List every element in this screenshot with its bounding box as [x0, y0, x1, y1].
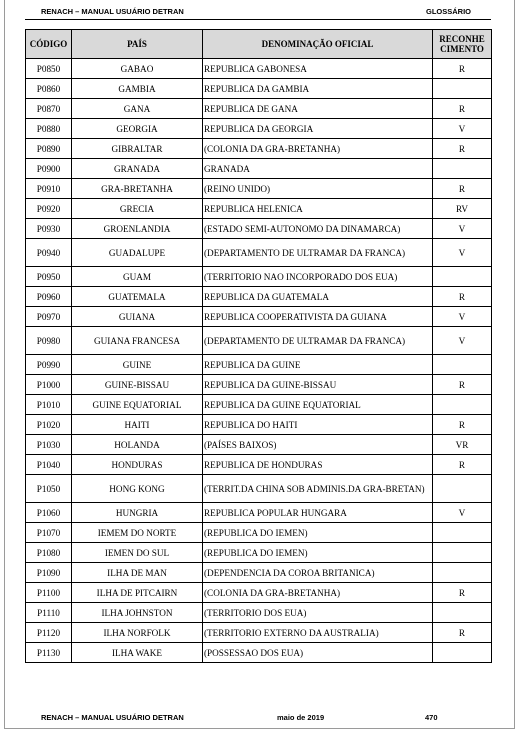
cell-codigo: P1030 [26, 435, 72, 455]
cell-reconhecimento: V [433, 219, 492, 239]
cell-codigo: P0970 [26, 307, 72, 327]
cell-denominacao: REPUBLICA DE GANA [203, 99, 433, 119]
table-row [26, 603, 492, 623]
cell-reconhecimento [433, 159, 492, 179]
cell-reconhecimento: R [433, 583, 492, 603]
cell-reconhecimento: V [433, 503, 492, 523]
cell-reconhecimento: R [433, 99, 492, 119]
cell-pais: ILHA DE PITCAIRN [72, 583, 203, 603]
table-row [26, 415, 492, 435]
cell-pais: GUINE [72, 355, 203, 375]
cell-codigo: P1130 [26, 643, 72, 663]
table-row [26, 355, 492, 375]
cell-pais: ILHA NORFOLK [72, 623, 203, 643]
table-row [26, 623, 492, 643]
column-header-reconhecimento: RECONHE CIMENTO [433, 30, 492, 59]
cell-pais: GAMBIA [72, 79, 203, 99]
cell-pais: GUATEMALA [72, 287, 203, 307]
cell-codigo: P0860 [26, 79, 72, 99]
cell-denominacao: REPUBLICA DA GUINE-BISSAU [203, 375, 433, 395]
table-row [26, 543, 492, 563]
cell-pais: HONG KONG [72, 475, 203, 503]
cell-codigo: P1100 [26, 583, 72, 603]
cell-reconhecimento: RV [433, 199, 492, 219]
cell-pais: GRANADA [72, 159, 203, 179]
footer-date: maio de 2019 [277, 713, 325, 722]
table-row [26, 307, 492, 327]
cell-denominacao: REPUBLICA DA GUATEMALA [203, 287, 433, 307]
cell-codigo: P1040 [26, 455, 72, 475]
cell-reconhecimento: R [433, 375, 492, 395]
table-row [26, 219, 492, 239]
cell-denominacao: (REPUBLICA DO IEMEN) [203, 523, 433, 543]
cell-reconhecimento: V [433, 307, 492, 327]
table-row [26, 99, 492, 119]
cell-denominacao: (POSSESSAO DOS EUA) [203, 643, 433, 663]
cell-reconhecimento: R [433, 59, 492, 79]
cell-denominacao: (TERRIT.DA CHINA SOB ADMINIS.DA GRA-BRETAN) [203, 475, 433, 503]
cell-codigo: P1010 [26, 395, 72, 415]
header-rule [25, 19, 491, 20]
cell-reconhecimento: V [433, 327, 492, 355]
cell-pais: GEORGIA [72, 119, 203, 139]
cell-reconhecimento: VR [433, 435, 492, 455]
cell-pais: GRA-BRETANHA [72, 179, 203, 199]
cell-pais: GIBRALTAR [72, 139, 203, 159]
column-header-codigo: CÓDIGO [26, 30, 72, 59]
cell-pais: HAITI [72, 415, 203, 435]
cell-denominacao: (DEPENDENCIA DA COROA BRITANICA) [203, 563, 433, 583]
cell-reconhecimento [433, 523, 492, 543]
cell-reconhecimento: R [433, 139, 492, 159]
cell-pais: GUINE-BISSAU [72, 375, 203, 395]
table-row [26, 563, 492, 583]
header-title: RENACH – MANUAL USUÁRIO DETRAN [41, 7, 184, 16]
cell-pais: GROENLANDIA [72, 219, 203, 239]
cell-pais: GABAO [72, 59, 203, 79]
cell-codigo: P0910 [26, 179, 72, 199]
table-row [26, 435, 492, 455]
cell-codigo: P0960 [26, 287, 72, 307]
cell-denominacao: REPUBLICA COOPERATIVISTA DA GUIANA [203, 307, 433, 327]
table-row [26, 503, 492, 523]
cell-codigo: P1000 [26, 375, 72, 395]
table-row [26, 159, 492, 179]
cell-pais: GUINE EQUATORIAL [72, 395, 203, 415]
cell-reconhecimento: R [433, 623, 492, 643]
cell-pais: GUAM [72, 267, 203, 287]
country-table [25, 29, 492, 663]
table-row [26, 79, 492, 99]
cell-denominacao: (DEPARTAMENTO DE ULTRAMAR DA FRANCA) [203, 327, 433, 355]
table-row [26, 139, 492, 159]
cell-denominacao: (TERRITORIO DOS EUA) [203, 603, 433, 623]
cell-denominacao: REPUBLICA DA GUINE [203, 355, 433, 375]
cell-pais: HUNGRIA [72, 503, 203, 523]
table-row [26, 455, 492, 475]
cell-reconhecimento: R [433, 179, 492, 199]
cell-denominacao: REPUBLICA DA GAMBIA [203, 79, 433, 99]
cell-reconhecimento [433, 395, 492, 415]
table-row [26, 583, 492, 603]
cell-denominacao: (DEPARTAMENTO DE ULTRAMAR DA FRANCA) [203, 239, 433, 267]
cell-codigo: P1090 [26, 563, 72, 583]
cell-denominacao: REPUBLICA GABONESA [203, 59, 433, 79]
page-number: 470 [425, 713, 438, 722]
cell-codigo: P0940 [26, 239, 72, 267]
table-body [26, 59, 492, 663]
cell-codigo: P1060 [26, 503, 72, 523]
table-row [26, 395, 492, 415]
table-row [26, 287, 492, 307]
cell-denominacao: (PAÍSES BAIXOS) [203, 435, 433, 455]
cell-reconhecimento: V [433, 239, 492, 267]
cell-codigo: P0930 [26, 219, 72, 239]
cell-pais: ILHA JOHNSTON [72, 603, 203, 623]
cell-denominacao: REPUBLICA DE HONDURAS [203, 455, 433, 475]
cell-codigo: P0890 [26, 139, 72, 159]
cell-codigo: P1120 [26, 623, 72, 643]
cell-codigo: P0980 [26, 327, 72, 355]
cell-codigo: P1070 [26, 523, 72, 543]
cell-pais: GANA [72, 99, 203, 119]
cell-denominacao: REPUBLICA DA GEORGIA [203, 119, 433, 139]
cell-reconhecimento [433, 475, 492, 503]
cell-codigo: P0870 [26, 99, 72, 119]
cell-reconhecimento [433, 603, 492, 623]
cell-reconhecimento: V [433, 119, 492, 139]
cell-reconhecimento [433, 267, 492, 287]
cell-codigo: P1050 [26, 475, 72, 503]
table-row [26, 375, 492, 395]
cell-codigo: P0880 [26, 119, 72, 139]
cell-pais: ILHA DE MAN [72, 563, 203, 583]
cell-reconhecimento [433, 643, 492, 663]
cell-reconhecimento: R [433, 415, 492, 435]
cell-pais: GUADALUPE [72, 239, 203, 267]
cell-pais: GUIANA FRANCESA [72, 327, 203, 355]
cell-pais: HONDURAS [72, 455, 203, 475]
table-row [26, 267, 492, 287]
cell-denominacao: (TERRITORIO NAO INCORPORADO DOS EUA) [203, 267, 433, 287]
cell-denominacao: (REPUBLICA DO IEMEN) [203, 543, 433, 563]
cell-codigo: P0850 [26, 59, 72, 79]
cell-pais: GUIANA [72, 307, 203, 327]
cell-codigo: P0950 [26, 267, 72, 287]
footer-title: RENACH – MANUAL USUÁRIO DETRAN [41, 713, 184, 722]
table-row [26, 119, 492, 139]
table-row [26, 643, 492, 663]
cell-reconhecimento [433, 563, 492, 583]
cell-pais: IEMEM DO NORTE [72, 523, 203, 543]
cell-denominacao: (ESTADO SEMI-AUTONOMO DA DINAMARCA) [203, 219, 433, 239]
cell-denominacao: (REINO UNIDO) [203, 179, 433, 199]
column-header-pais: PAÍS [72, 30, 203, 59]
cell-codigo: P1080 [26, 543, 72, 563]
header-section: GLOSSÁRIO [425, 7, 471, 16]
table-row [26, 179, 492, 199]
cell-denominacao: REPUBLICA HELENICA [203, 199, 433, 219]
cell-denominacao: (COLONIA DA GRA-BRETANHA) [203, 583, 433, 603]
cell-codigo: P1110 [26, 603, 72, 623]
cell-reconhecimento: R [433, 287, 492, 307]
cell-reconhecimento: R [433, 455, 492, 475]
cell-reconhecimento [433, 355, 492, 375]
cell-codigo: P0990 [26, 355, 72, 375]
cell-pais: HOLANDA [72, 435, 203, 455]
cell-codigo: P0920 [26, 199, 72, 219]
table-row [26, 327, 492, 355]
cell-reconhecimento [433, 543, 492, 563]
table-row [26, 475, 492, 503]
cell-pais: ILHA WAKE [72, 643, 203, 663]
page-header [41, 7, 471, 16]
cell-pais: GRECIA [72, 199, 203, 219]
cell-pais: IEMEN DO SUL [72, 543, 203, 563]
table-header-row [26, 30, 492, 59]
table-row [26, 239, 492, 267]
cell-denominacao: (TERRITORIO EXTERNO DA AUSTRALIA) [203, 623, 433, 643]
table-row [26, 59, 492, 79]
cell-denominacao: GRANADA [203, 159, 433, 179]
cell-codigo: P0900 [26, 159, 72, 179]
column-header-denominacao: DENOMINAÇÃO OFICIAL [203, 30, 433, 59]
cell-denominacao: REPUBLICA DA GUINE EQUATORIAL [203, 395, 433, 415]
table-row [26, 199, 492, 219]
cell-denominacao: REPUBLICA DO HAITI [203, 415, 433, 435]
cell-denominacao: (COLONIA DA GRA-BRETANHA) [203, 139, 433, 159]
cell-denominacao: REPUBLICA POPULAR HUNGARA [203, 503, 433, 523]
table-row [26, 523, 492, 543]
cell-reconhecimento [433, 79, 492, 99]
cell-codigo: P1020 [26, 415, 72, 435]
